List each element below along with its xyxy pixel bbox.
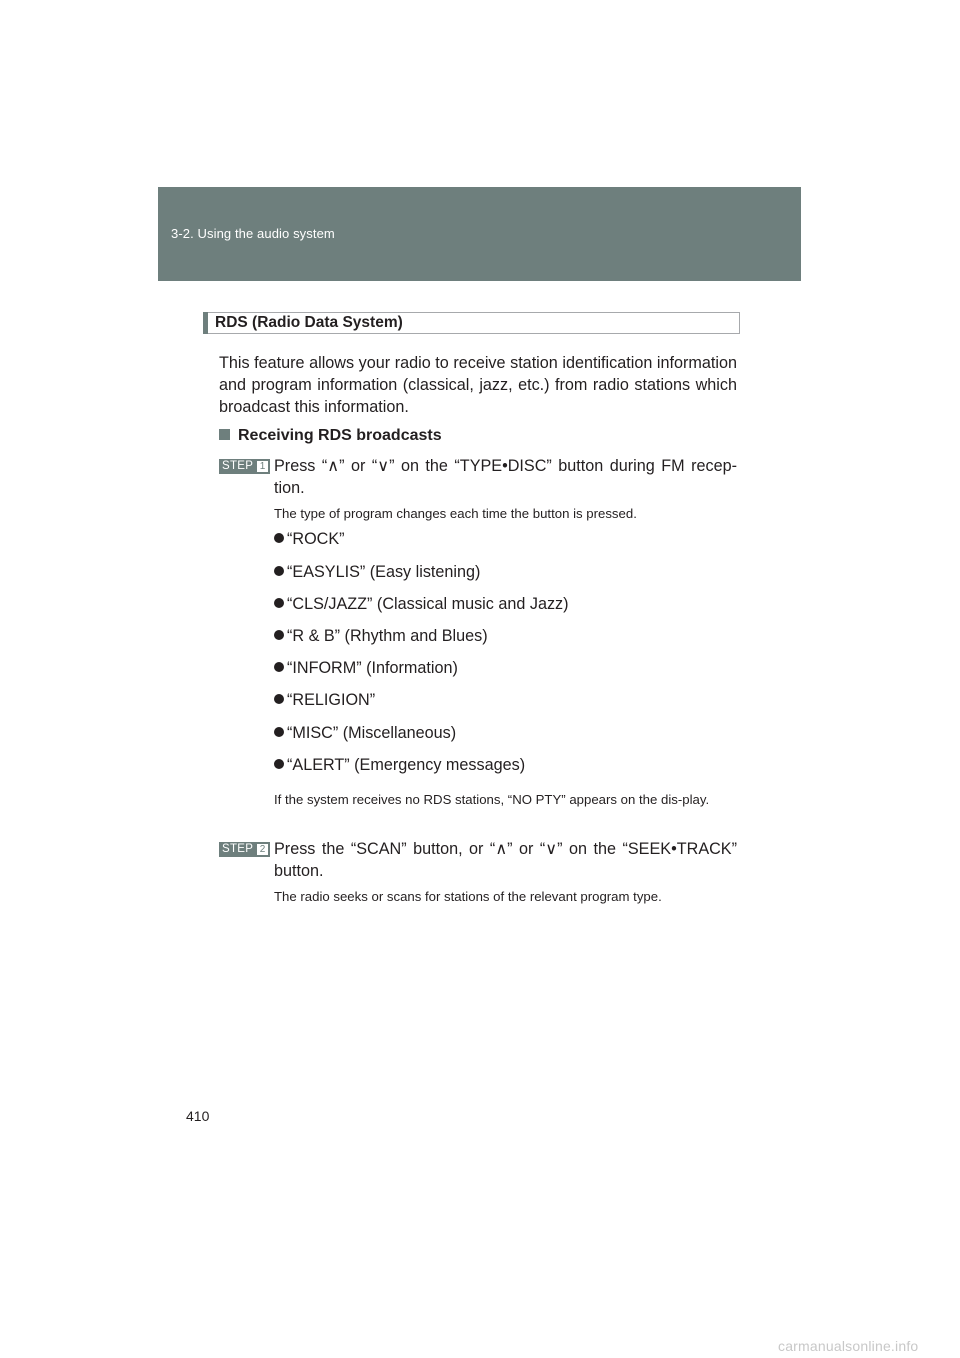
- step-1-note: The type of program changes each time the button is pressed.: [274, 506, 637, 521]
- no-pty-note: If the system receives no RDS stations, “NO PTY” appears on the dis-play.: [274, 792, 710, 807]
- step-number: 2: [257, 844, 268, 855]
- page-number: 410: [186, 1108, 210, 1124]
- step-2-note: The radio seeks or scans for stations of the relevant program type.: [274, 889, 662, 904]
- step-2-badge: [219, 842, 270, 857]
- intro-paragraph: This feature allows your radio to receive station identification information and program information (classical, jazz, etc.) from radio stations which broadcast this information.: [219, 354, 737, 416]
- subsection-heading: [219, 427, 442, 445]
- list-item: “R & B” (Rhythm and Blues): [274, 627, 488, 646]
- list-item: “CLS/JAZZ” (Classical music and Jazz): [274, 595, 569, 614]
- list-item: “INFORM” (Information): [274, 659, 458, 678]
- step-label: STEP: [222, 460, 254, 472]
- list-item: “ALERT” (Emergency messages): [274, 756, 525, 775]
- list-item: “EASYLIS” (Easy listening): [274, 563, 480, 582]
- chapter-section-label: 3-2. Using the audio system: [171, 226, 335, 241]
- section-accent-bar: [203, 312, 208, 334]
- section-heading-bar: [203, 312, 740, 334]
- step-1-badge: [219, 459, 270, 474]
- bullet-dot-icon: [274, 694, 284, 704]
- bullet-dot-icon: [274, 727, 284, 737]
- step-label: STEP: [222, 843, 254, 855]
- watermark: carmanualsonline.info: [778, 1338, 919, 1354]
- bullet-dot-icon: [274, 533, 284, 543]
- square-bullet-icon: [219, 429, 230, 440]
- section-title: RDS (Radio Data System): [215, 314, 403, 331]
- step-2-text: Press the “SCAN” button, or “∧” or “∨” on the “SEEK•TRACK” button.: [274, 840, 737, 880]
- step-number: 1: [257, 461, 268, 472]
- step-1-text: Press “∧” or “∨” on the “TYPE•DISC” button during FM recep-tion.: [274, 457, 737, 497]
- list-item: “RELIGION”: [274, 691, 375, 710]
- bullet-dot-icon: [274, 598, 284, 608]
- bullet-dot-icon: [274, 662, 284, 672]
- bullet-dot-icon: [274, 759, 284, 769]
- list-item: “ROCK”: [274, 530, 345, 549]
- subsection-title: Receiving RDS broadcasts: [238, 427, 442, 444]
- list-item: “MISC” (Miscellaneous): [274, 724, 456, 743]
- bullet-dot-icon: [274, 630, 284, 640]
- bullet-dot-icon: [274, 566, 284, 576]
